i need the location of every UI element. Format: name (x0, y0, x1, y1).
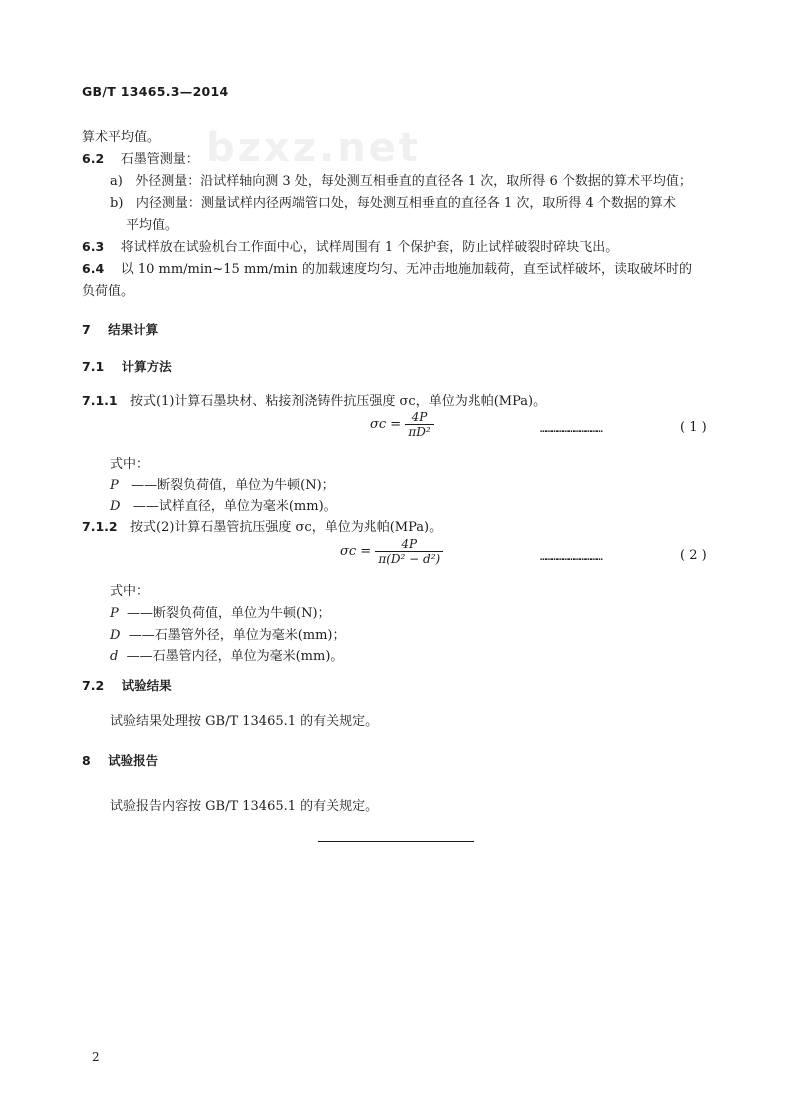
variable-p (110, 602, 331, 621)
clause-number: 6.2 (82, 151, 105, 166)
variable-symbol: D (110, 499, 121, 514)
clause-6-4 (82, 258, 692, 277)
clause-number: 6.3 (82, 239, 105, 254)
section-title: 试验结果 (121, 678, 172, 693)
section-number: 7.2 (82, 678, 105, 693)
numerator: 4P (401, 537, 418, 551)
list-item-a (110, 170, 692, 189)
variable-definition: ——断裂负荷值，单位为牛顿(N)； (127, 606, 331, 621)
clause-6-3 (82, 236, 618, 255)
variable-definition: ——石墨管内径，单位为毫米(mm)。 (126, 649, 344, 664)
formula-1 (370, 410, 434, 439)
clause-number: 7.1.2 (82, 519, 118, 534)
section-title: 结果计算 (108, 322, 159, 337)
variable-definition: ——石墨管外径，单位为毫米(mm)； (128, 628, 346, 643)
formula-lhs: σc = (370, 417, 402, 432)
equation-label: ( 1 ) (680, 420, 707, 435)
variable-symbol: P (110, 478, 119, 493)
formula-2 (340, 537, 443, 566)
formula-fraction (375, 537, 443, 566)
leader-dots: …………………………… (540, 422, 602, 435)
leader-dots: …………………………… (540, 550, 602, 563)
variable-symbol: P (110, 606, 119, 621)
section-title: 计算方法 (121, 359, 172, 374)
continued-text: 算术平均值。 (82, 130, 161, 145)
clause-number: 6.4 (82, 261, 105, 276)
standard-code-header: GB/T 13465.3—2014 (82, 84, 229, 99)
equation-label: ( 2 ) (680, 548, 707, 563)
variable-d-small (110, 645, 343, 664)
variable-symbol: d (110, 649, 119, 664)
variable-p (110, 474, 335, 493)
page-number: 2 (92, 1050, 100, 1064)
denominator: π(D² − d²) (375, 551, 443, 566)
section-title: 试验报告 (108, 753, 159, 768)
end-of-document-rule (318, 841, 474, 842)
variable-d (110, 624, 346, 643)
clause-text: 将试样放在试验机台工作面中心，试样周围有 1 个保护套，防止试样破裂时碎块飞出。 (120, 240, 619, 255)
where-label: 式中： (110, 457, 150, 472)
clause-number: 7.1.1 (82, 393, 118, 408)
clause-7-1-2 (82, 516, 442, 535)
clause-6-4-cont: 负荷值。 (82, 284, 135, 299)
list-item-b (110, 192, 676, 211)
list-text: 内径测量：测量试样内径两端管口处，每处测互相垂直的直径各 1 次，取所得 4 个数据的算术 (135, 196, 676, 211)
section-8-text: 试验报告内容按 GB/T 13465.1 的有关规定。 (110, 799, 379, 814)
section-number: 8 (82, 753, 91, 768)
clause-6-2 (82, 148, 199, 167)
clause-text: 以 10 mm/min~15 mm/min 的加载速度均匀、无冲击地施加载荷，直至试样破坏，读取破坏时的 (120, 262, 692, 277)
section-8-heading (82, 751, 158, 769)
list-item-b-cont: 平均值。 (126, 218, 179, 233)
section-7-2-text: 试验结果处理按 GB/T 13465.1 的有关规定。 (110, 714, 379, 729)
variable-symbol: D (110, 628, 121, 643)
clause-text: 按式(2)计算石墨管抗压强度 σc，单位为兆帕(MPa)。 (130, 520, 443, 535)
list-text: 外径测量：沿试样轴向测 3 处，每处测互相垂直的直径各 1 次，取所得 6 个数据的算术平均值； (135, 174, 692, 189)
denominator: πD² (405, 424, 433, 439)
section-7-1-heading (82, 357, 172, 375)
numerator: 4P (411, 410, 428, 424)
clause-text: 按式(1)计算石墨块材、粘接剂浇铸件抗压强度 σc，单位为兆帕(MPa)。 (130, 394, 547, 409)
watermark: bzxz.net (206, 125, 421, 171)
list-label: b) (110, 196, 124, 211)
section-7-heading (82, 320, 158, 338)
list-label: a) (110, 174, 123, 189)
where-label: 式中： (110, 584, 150, 599)
clause-text: 石墨管测量： (120, 152, 199, 167)
formula-fraction (405, 410, 433, 439)
section-number: 7 (82, 322, 91, 337)
section-number: 7.1 (82, 359, 105, 374)
variable-definition: ——断裂负荷值，单位为牛顿(N)； (131, 478, 335, 493)
section-7-2-heading (82, 676, 172, 694)
formula-lhs: σc = (340, 544, 372, 559)
variable-d (110, 495, 337, 514)
variable-definition: ——试样直径，单位为毫米(mm)。 (132, 499, 337, 514)
clause-7-1-1 (82, 390, 546, 409)
